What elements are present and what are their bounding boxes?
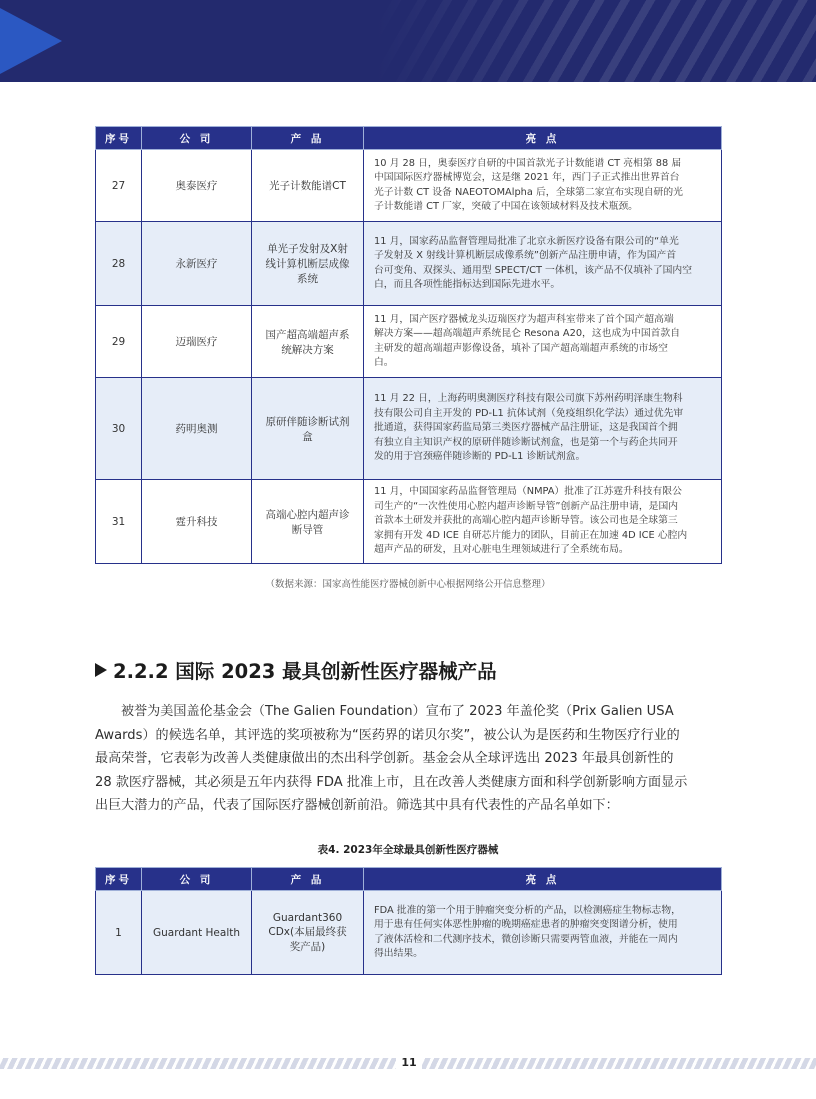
row-company: Guardant Health — [142, 891, 252, 975]
table-medical-devices-global — [95, 867, 722, 975]
row-company: 迈瑞医疗 — [142, 306, 252, 378]
table-row — [96, 480, 722, 564]
table-caption: 表4. 2023年全球最具创新性医疗器械 — [317, 844, 499, 856]
row-highlight: 11 月 22 日，上海药明奥测医疗科技有限公司旗下苏州药明泽康生物科 技有限公司自主开发的 PD-L1 抗体试剂（免疫组织化学法）通过优先审 批通道，获得国家药监局第三类医疗器械产品注册证，这是我国首个拥 有独立自主知识产权的原研伴随诊断试剂盒，也是第一个与药企共同开 发的用于宫颈癌伴随诊断的 PD-L1 诊断试剂盒。 — [364, 378, 722, 480]
section-heading: 2.2.2 国际 2023 最具创新性医疗器械产品 — [95, 656, 497, 684]
table-row — [96, 150, 722, 222]
row-product: 高端心腔内超声诊 断导管 — [252, 480, 364, 564]
col-header-highlight: 亮 点 — [364, 127, 722, 150]
triangle-bullet-icon — [95, 663, 107, 677]
row-no: 29 — [96, 306, 142, 378]
row-company: 药明奥测 — [142, 378, 252, 480]
table-header-row — [96, 127, 722, 150]
footer-stripe-right — [422, 1058, 816, 1069]
row-no: 31 — [96, 480, 142, 564]
table-row — [96, 891, 722, 975]
col-header-no: 序号 — [96, 868, 142, 891]
header-band — [0, 0, 816, 82]
table-row — [96, 378, 722, 480]
row-highlight: 11 月，中国国家药品监督管理局（NMPA）批准了江苏霆升科技有限公 司生产的“一次性使用心腔内超声诊断导管”创新产品注册申请，是国内 首款本土研发并获批的高端心腔内超声诊断导管。该公司也是全球第三 家拥有开发 4D ICE 自研芯片能力的团队，目前正在加速 4D ICE 心腔内 超声产品的研发，且对心脏电生理领域进行了全系统布局。 — [364, 480, 722, 564]
row-highlight: 11 月，国家药品监督管理局批准了北京永新医疗设备有限公司的“单光 子发射及 X 射线计算机断层成像系统”创新产品注册申请，作为国产首 台可变角、双探头、通用型 SPECT/CT 一体机，该产品不仅填补了国内空 白，而且各项性能指标达到国际先进水平。 — [364, 222, 722, 306]
row-company: 霆升科技 — [142, 480, 252, 564]
row-highlight: 10 月 28 日，奥泰医疗自研的中国首款光子计数能谱 CT 亮相第 88 届 中国国际医疗器械博览会，这是继 2021 年，西门子正式推出世界首台 光子计数 CT 设备 NAEOTOMAlpha 后，全球第二家宣布实现自研的光 子计数能谱 CT 厂家，突破了中国在该领域材料及技术瓶颈。 — [364, 150, 722, 222]
col-header-highlight: 亮 点 — [364, 868, 722, 891]
row-no: 1 — [96, 891, 142, 975]
header-arrow-icon — [0, 8, 62, 74]
page-number: 11 — [401, 1056, 417, 1069]
body-paragraph: 被誉为美国盖伦基金会（The Galien Foundation）宣布了 2023 年盖伦奖（Prix Galien USA Awards）的候选名单，其评选的奖项被称为“医药界的诺贝尔奖”，被公认为是医药和生物医疗行业的 最高荣誉，它表彰为改善人类健康做出的杰出科学创新。基金会从全球评选出 2023 年最具创新性的 28 款医疗器械，其必须是五年内获得 FDA 批准上市，且在改善人类健康方面和科学创新影响方面显示 出巨大潜力的产品，代表了国际医疗器械创新前沿。筛选其中具有代表性的产品名单如下： — [95, 704, 688, 813]
row-product: 国产超高端超声系 统解决方案 — [252, 306, 364, 378]
row-product: Guardant360 CDx(本届最终获 奖产品) — [252, 891, 364, 975]
col-header-company: 公 司 — [142, 127, 252, 150]
row-product: 单光子发射及X射 线计算机断层成像 系统 — [252, 222, 364, 306]
table-row — [96, 222, 722, 306]
table-medical-devices-domestic — [95, 126, 722, 564]
row-no: 30 — [96, 378, 142, 480]
col-header-company: 公 司 — [142, 868, 252, 891]
footer-stripe-left — [0, 1058, 396, 1069]
row-no: 28 — [96, 222, 142, 306]
col-header-product: 产 品 — [252, 868, 364, 891]
table-header-row — [96, 868, 722, 891]
row-highlight: 11 月，国产医疗器械龙头迈瑞医疗为超声科室带来了首个国产超高端 解决方案——超高端超声系统昆仑 Resona A20，这也成为中国首款自 主研发的超高端超声影像设备，填补了国产超高端超声系统的市场空 白。 — [364, 306, 722, 378]
row-no: 27 — [96, 150, 142, 222]
col-header-no: 序号 — [96, 127, 142, 150]
col-header-product: 产 品 — [252, 127, 364, 150]
row-highlight: FDA 批准的第一个用于肿瘤突变分析的产品，以检测癌症生物标志物， 用于患有任何实体恶性肿瘤的晚期癌症患者的肿瘤突变图谱分析，使用 了液体活检和二代测序技术，微创诊断只需要两管血液，并能在一周内 得出结果。 — [364, 891, 722, 975]
row-product: 光子计数能谱CT — [252, 150, 364, 222]
row-company: 奥泰医疗 — [142, 150, 252, 222]
data-source-note: （数据来源：国家高性能医疗器械创新中心根据网络公开信息整理） — [265, 579, 551, 590]
row-company: 永新医疗 — [142, 222, 252, 306]
row-product: 原研伴随诊断试剂 盒 — [252, 378, 364, 480]
table-row — [96, 306, 722, 378]
